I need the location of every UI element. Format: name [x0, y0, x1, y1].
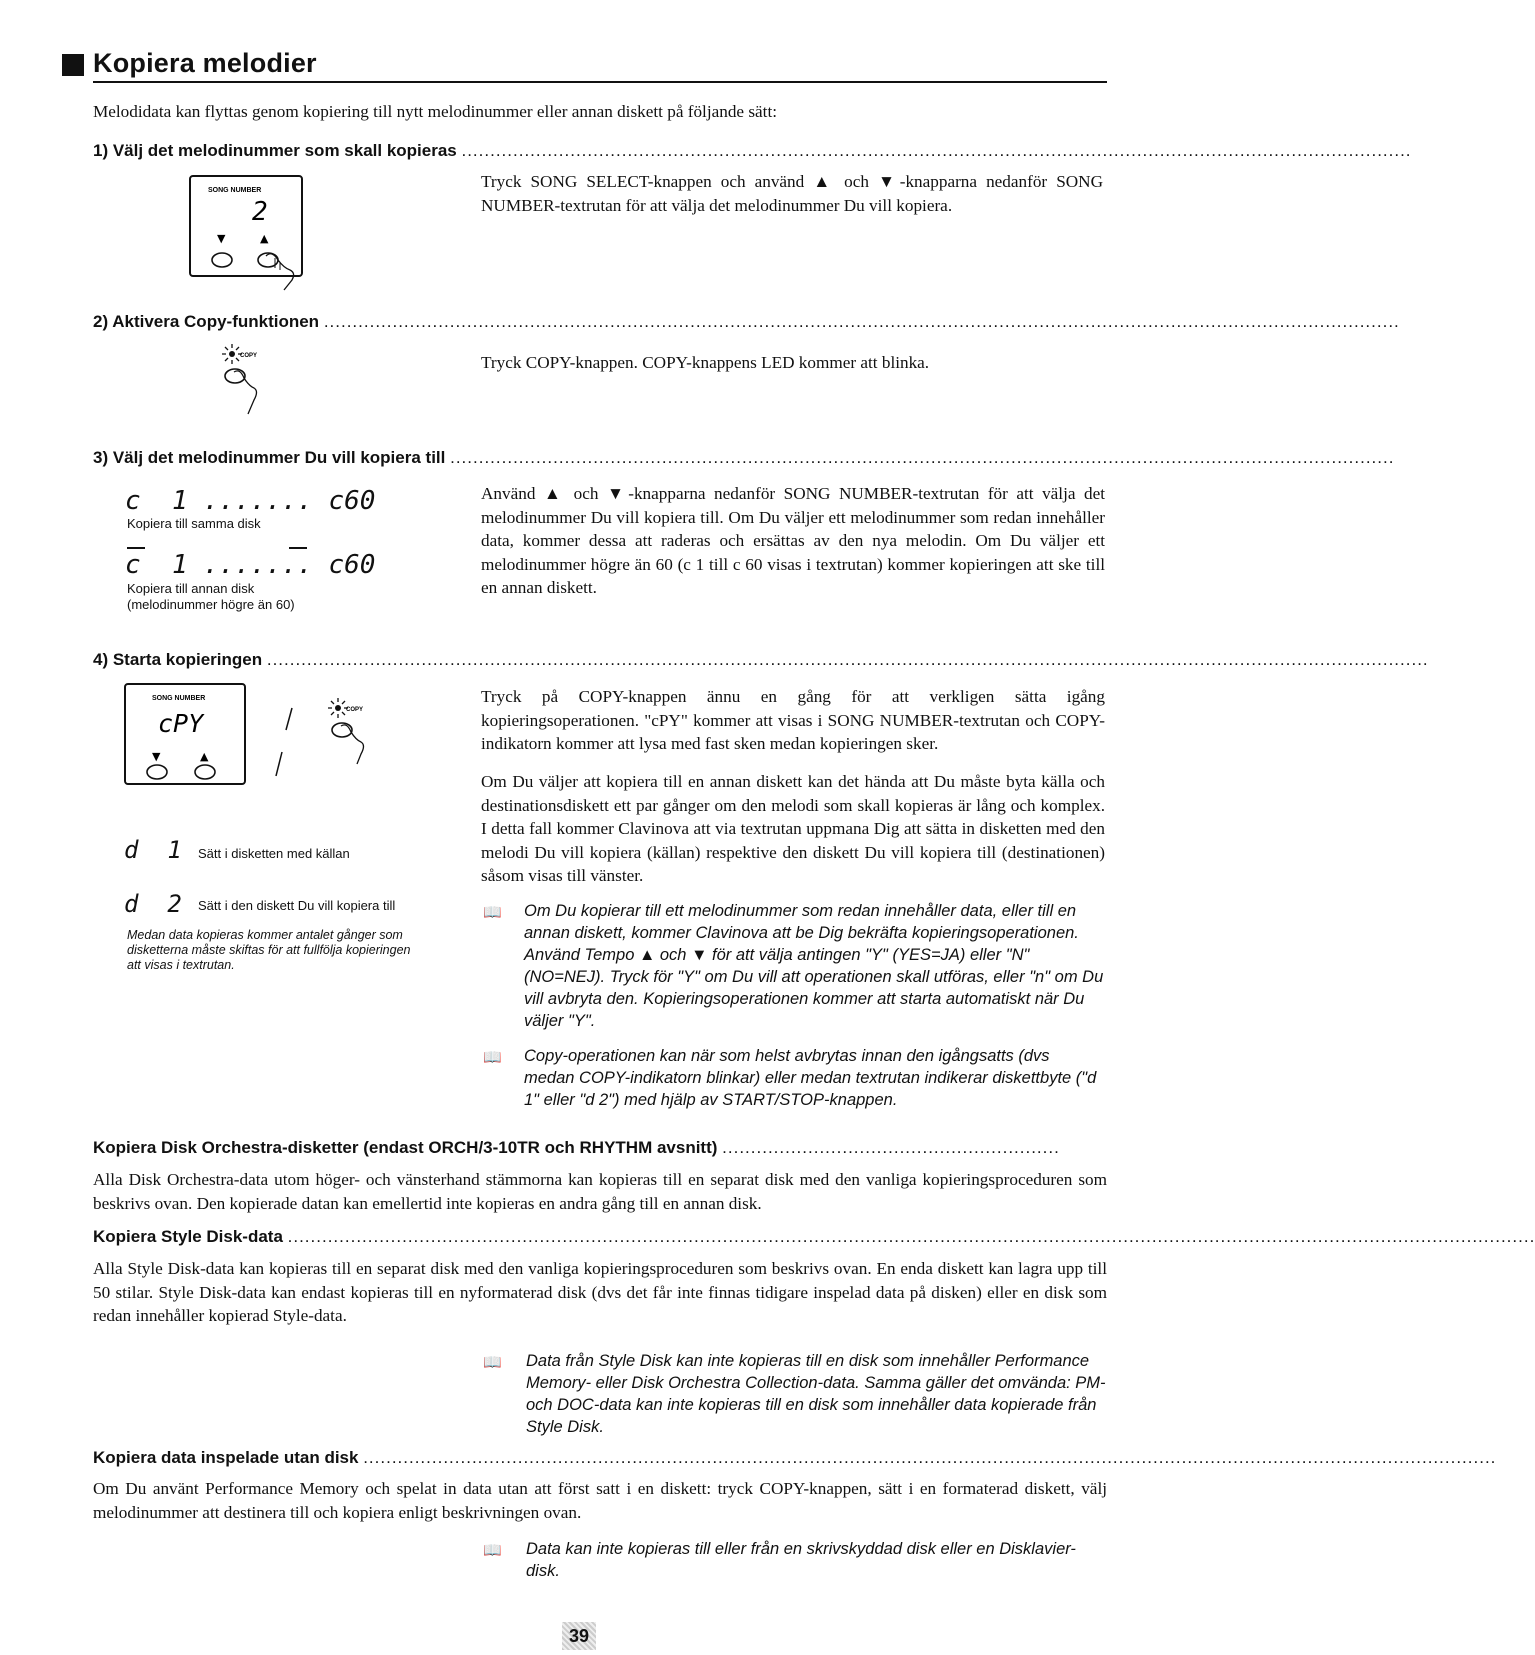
section-orchestra-text: Alla Disk Orchestra-data utom höger- och vänsterhand stämmorna kan kopieras till en separat disk med den vanliga kopieringsproceduren som beskrivs ovan. Den kopierade datan kan emellertid inte kopieras en andra gång till en annan disk.	[93, 1170, 1107, 1213]
svg-text:▲: ▲	[200, 750, 209, 763]
down-button-icon	[212, 253, 232, 267]
segment-bar	[127, 547, 145, 549]
range-other-disk: c 1 ....... c60	[125, 550, 376, 580]
step4-text1: Tryck på COPY-knappen ännu en gång för att verkligen sätta igång kopieringsoperationen. "cPY" kommer att visas i SONG NUMBER-textrutan och COPY-indikatorn kommer att lysa med fast sken medan kopieringen sker.	[481, 687, 1105, 753]
side-note: Medan data kopieras kommer antalet gånger som disketterna måste skiftas för att fullfölja kopieringen att visas i textrutan.	[127, 928, 411, 972]
svg-text:▲: ▲	[260, 232, 269, 245]
display-cpy: cPY	[158, 709, 204, 738]
section-style-note: Data från Style Disk kan inte kopieras till en disk som innehåller Performance Memory- eller Disk Orchestra Collection-data. Samma gäller det omvända: PM- och DOC-data kan inte kopieras till en disk som innehåller data kopierade från Style Disk.	[526, 1352, 1106, 1436]
song-number-digit: 2	[252, 197, 268, 227]
section-style-text: Alla Style Disk-data kan kopieras till en separat disk med den vanliga kopieringsproceduren som beskrivs ovan. En enda diskett kan lagra upp till 50 stilar. Style Disk-data kan endast kopieras till en nyformaterad disk (dvs det får inte finnas tidigare inspelad data på disken) eller en disk som redan innehåller kopierad Style-data.	[93, 1259, 1107, 1325]
step4-note2: Copy-operationen kan när som helst avbrytas innan den igångsatts (dvs medan COPY-indikatorn blinkar) eller medan textrutan indikerar diskettbyte ("d 1" eller "d 2") med hjälp av START/STOP-knappen.	[524, 1047, 1097, 1109]
song-number-label: SONG NUMBER	[208, 187, 262, 194]
step3-heading: 3) Välj det melodinummer Du vill kopiera till .....................................................................................................................................................................	[93, 448, 1395, 467]
copy-led-button-1	[210, 340, 300, 430]
title-bullet	[62, 54, 84, 76]
d2-code: d 2	[124, 890, 182, 918]
hand-press-icon	[266, 254, 294, 290]
book-icon: 📖	[483, 905, 502, 921]
section-nodisk-text: Om Du använt Performance Memory och spelat in data utan att först satt i en diskett: tryck COPY-knappen, sätt i en formaterad diskett, välj melodinummer att destinera till och kopiera enligt beskrivningen ovan.	[93, 1479, 1107, 1522]
caption-other-disk: Kopiera till annan disk	[127, 581, 255, 596]
svg-text:▼: ▼	[217, 232, 226, 245]
svg-text:SONG NUMBER: SONG NUMBER	[152, 695, 206, 702]
step2-heading: 2) Aktivera Copy-funktionen ............................................................................................................................................................................................	[93, 312, 1400, 331]
section-nodisk-note: Data kan inte kopieras till eller från en skrivskyddad disk eller en Disklavier-disk.	[526, 1540, 1076, 1580]
svg-text:COPY: COPY	[346, 707, 364, 713]
svg-text:▼: ▼	[152, 750, 161, 763]
page-number: 39	[562, 1622, 596, 1650]
step3-text: Använd ▲ och ▼-knapparna nedanför SONG NUMBER-textrutan för att välja det melodinummer Du vill kopiera till. Om Du väljer ett melodinummer som redan innehåller data, kommer dessa att raderas och ersättas av den nya melodin. Om Du väljer ett melodinummer högre än 60 (c 1 till c 60 visas i textrutan) kommer kopieringen att ske till en annan diskett.	[481, 484, 1105, 597]
step1-heading: 1) Välj det melodinummer som skall kopieras ......................................................................................................................................................................	[93, 141, 1412, 160]
segment-bar	[289, 547, 307, 549]
song-number-panel-4	[120, 680, 380, 795]
step4-heading: 4) Starta kopieringen ...........................................................................................................................................................................................................	[93, 650, 1429, 669]
d1-text: Sätt i disketten med källan	[198, 846, 350, 861]
step4-text2: Om Du väljer att kopiera till en annan diskett kan det hända att Du måste byta källa och destinationsdiskett ett par gånger om den melodi som skall kopieras är lång och komplex. I detta fall kommer Clavinova att via textrutan uppmana Dig att sätta in disketten med den melodi Du vill kopiera (källan) respektive den diskett Du vill kopiera till (destinationen) såsom visas till vänster.	[481, 772, 1105, 885]
d1-code: d 1	[124, 836, 182, 864]
step1-text: Tryck SONG SELECT-knappen och använd ▲ och ▼-knapparna nedanför SONG NUMBER-textrutan för att välja det melodinummer Du vill kopiera.	[481, 172, 1103, 215]
section-nodisk-heading: Kopiera data inspelade utan disk ......................................................................................................................................................................................................	[93, 1448, 1497, 1467]
song-number-panel-1	[180, 172, 330, 307]
d2-text: Sätt i den diskett Du vill kopiera till	[198, 898, 396, 913]
step4-note1: Om Du kopierar till ett melodinummer som redan innehåller data, eller till en annan diskett, kommer Clavinova att be Dig bekräfta kopieringsoperationen. Använd Tempo ▲ och ▼ för att välja antingen "Y" (YES=JA) eller "N" (NO=NEJ). Tryck för "Y" om Du vill att operationen skall utföras, eller "n" om Du vill avbryta den. Kopieringsoperationen kommer att starta automatiskt när Du väljer "Y".	[524, 902, 1104, 1030]
book-icon: 📖	[483, 1355, 502, 1371]
section-style-heading: Kopiera Style Disk-data ..........................................................................................................................................................................................................................	[93, 1227, 1535, 1246]
caption-other-disk-note: (melodinummer högre än 60)	[127, 597, 295, 612]
step2-text: Tryck COPY-knappen. COPY-knappens LED kommer att blinka.	[481, 353, 930, 372]
book-icon: 📖	[483, 1543, 502, 1559]
page-title: Kopiera melodier	[93, 48, 317, 78]
range-same-disk: c 1 ....... c60	[125, 486, 376, 516]
title-rule	[93, 81, 1107, 83]
book-icon: 📖	[483, 1050, 502, 1066]
caption-same-disk: Kopiera till samma disk	[127, 516, 261, 531]
intro-text: Melodidata kan flyttas genom kopiering till nytt melodinummer eller annan diskett på följande sätt:	[93, 102, 777, 121]
svg-text:COPY: COPY	[240, 353, 258, 359]
section-orchestra-heading: Kopiera Disk Orchestra-disketter (endast ORCH/3-10TR och RHYTHM avsnitt) ...........................................................	[93, 1138, 1060, 1157]
